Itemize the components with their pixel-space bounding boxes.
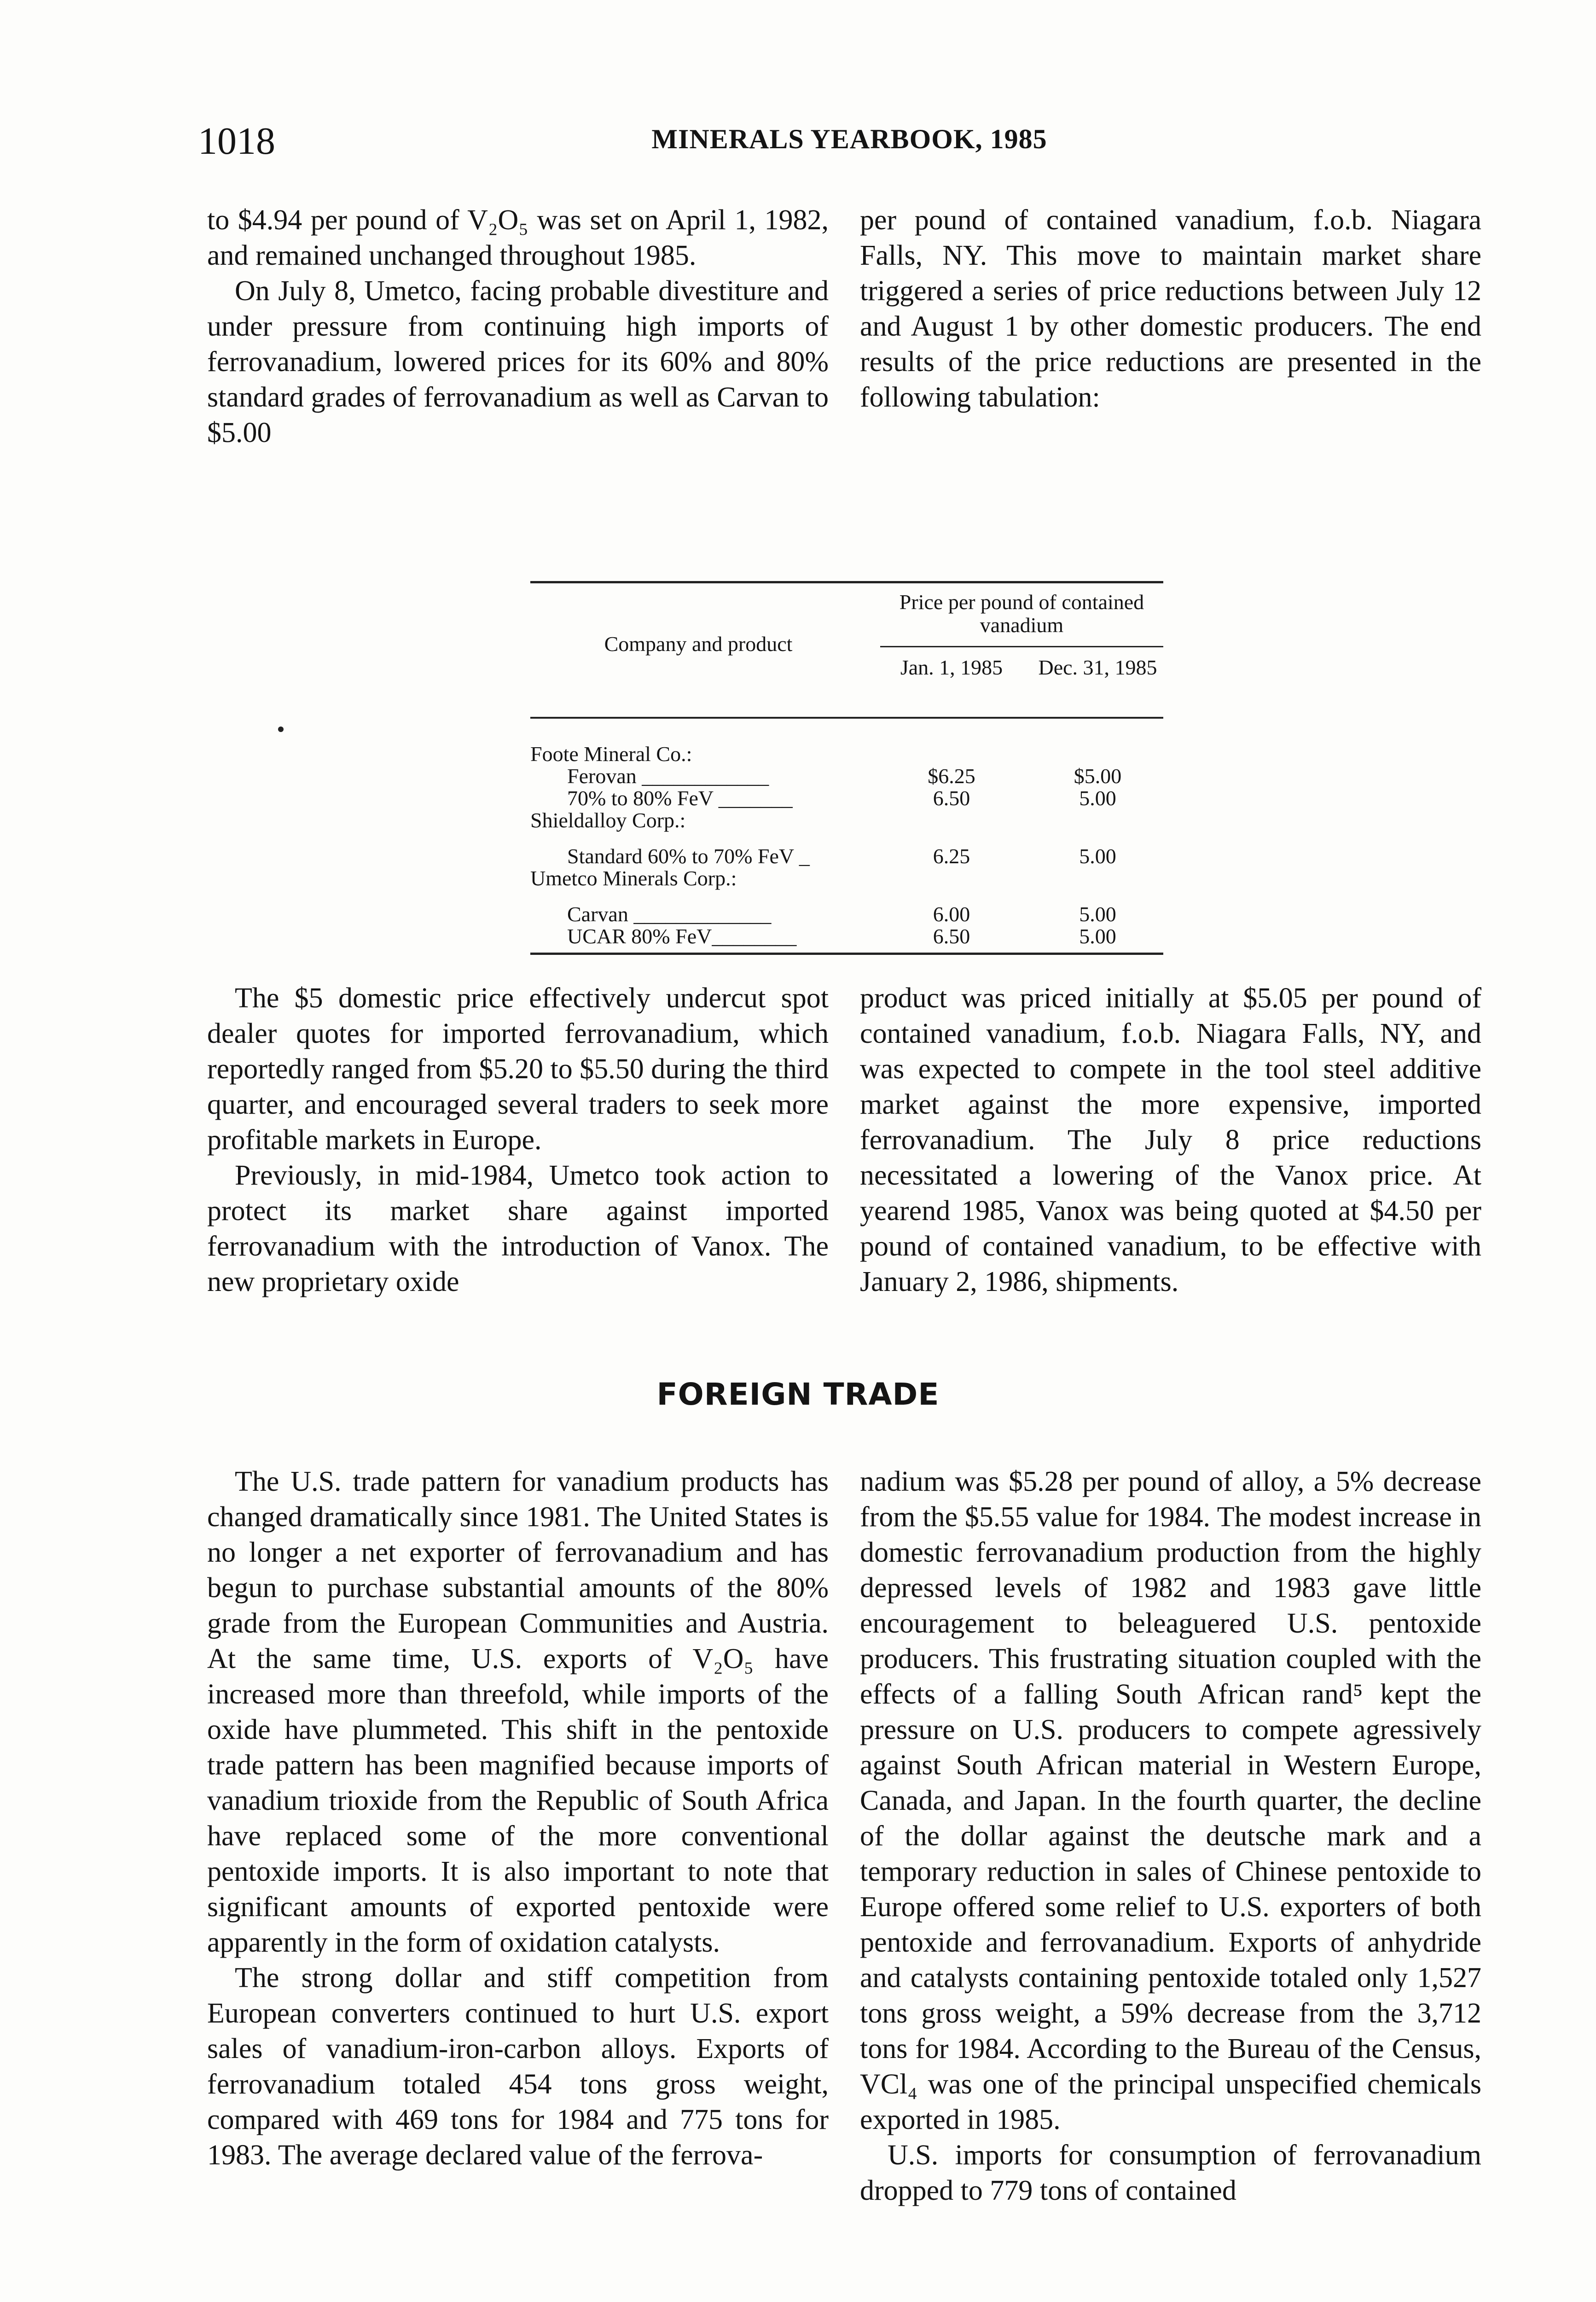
paragraph: nadium was $5.28 per pound of alloy, a 5% decrease from the $5.55 value for 1984. The modest increase in domestic ferrovanadium production from the highly depressed levels of 1982 and 1983 gave little encouragement to beleaguered U.S. pentoxide producers. This frustrating situation coupled with the effects of a falling South African rand⁵ kept the pressure on U.S. producers to compete agressively against South African material in Western Europe, Canada, and Japan. In the fourth quarter, the decline of the dollar against the deutsche mark and a temporary reduction in sales of Chinese pentoxide to Europe offered some relief to U.S. exporters of both pentoxide and ferrovanadium. Exports of anhydride and catalysts containing pentoxide totaled only 1,527 tons gross weight, a 59% decrease from the 3,712 tons for 1984. According to the Bureau of the Census, VCl₄ was one of the principal unspecified chemicals exported in 1985. — [860, 1466, 1481, 2135]
row-label: Shieldalloy Corp.: — [530, 808, 686, 832]
top-right-column — [860, 203, 1481, 415]
row-dec-value: 5.00 — [1079, 786, 1116, 810]
table-row — [530, 845, 1163, 867]
paragraph: The $5 domestic price effectively undercut spot dealer quotes for imported ferrovanadium, which reportedly ranged from $5.20 to $5.50 during the third quarter, and encouraged several traders to seek more profitable markets in Europe. — [207, 982, 829, 1156]
paragraph: Previously, in mid-1984, Umetco took action to protect its market share against imported ferrovanadium with the introduction of Vanox. The new proprietary oxide — [207, 1160, 829, 1297]
table-row — [530, 903, 1163, 925]
row-label: UCAR 80% FeV________ — [567, 924, 797, 948]
table-header — [530, 583, 1163, 719]
table-row — [530, 765, 1163, 787]
header-divider — [880, 646, 1163, 647]
col-jan-header: Jan. 1, 1985 — [900, 656, 1003, 679]
paragraph: U.S. imports for consumption of ferrovanadium dropped to 779 tons of contained — [860, 2139, 1481, 2206]
price-table — [530, 581, 1163, 955]
row-jan-value: 6.25 — [933, 844, 970, 868]
paragraph: product was priced initially at $5.05 per pound of contained vanadium, f.o.b. Niagara Falls, NY, and was expected to compete in the tool steel additive market against the more expensive, imported ferrovanadium. The July 8 price reductions necessitated a lowering of the Vanox price. At yearend 1985, Vanox was being quoted at $4.50 per pound of contained vanadium, to be effective with January 2, 1986, shipments. — [860, 982, 1481, 1297]
row-dec-value: $5.00 — [1074, 764, 1122, 788]
stray-mark — [278, 727, 284, 732]
row-label: 70% to 80% FeV _______ — [567, 786, 793, 810]
table-body — [530, 719, 1163, 947]
row-jan-value: 6.50 — [933, 786, 970, 810]
row-label: Umetco Minerals Corp.: — [530, 866, 737, 890]
row-label: Foote Mineral Co.: — [530, 742, 692, 766]
row-jan-value: 6.00 — [933, 902, 970, 926]
col-price-header: Price per pound of contained vanadium — [899, 590, 1144, 637]
table-row — [530, 867, 1163, 889]
paragraph: On July 8, Umetco, facing probable divestiture and under pressure from continuing high imports of ferrovanadium, lowered prices for its 60% and 80% standard grades of ferrovanadium as well as Carvan to $5.00 — [207, 275, 829, 448]
table-bottom-rule — [530, 953, 1163, 955]
row-dec-value: 5.00 — [1079, 924, 1116, 948]
row-dec-value: 5.00 — [1079, 902, 1116, 926]
table-row — [530, 925, 1163, 947]
page-header — [198, 119, 1501, 169]
page-number: 1018 — [198, 120, 275, 163]
row-label: Ferovan ____________ — [567, 764, 769, 788]
paragraph: per pound of contained vanadium, f.o.b. Niagara Falls, NY. This move to maintain market share triggered a series of price reductions between July 12 and August 1 by other domestic producers. The end results of the price reductions are presented in the following tabulation: — [860, 204, 1481, 413]
row-dec-value: 5.00 — [1079, 844, 1116, 868]
col-company-header: Company and product — [604, 632, 793, 656]
row-jan-value: 6.50 — [933, 924, 970, 948]
table-row — [530, 809, 1163, 831]
col-dec-header: Dec. 31, 1985 — [1038, 656, 1157, 679]
row-jan-value: $6.25 — [928, 764, 975, 788]
middle-right-column — [860, 981, 1481, 1300]
bottom-left-column — [207, 1464, 829, 2173]
bottom-right-column — [860, 1464, 1481, 2209]
row-label: Standard 60% to 70% FeV _ — [567, 844, 810, 868]
table-row — [530, 787, 1163, 809]
paragraph: to $4.94 per pound of V₂O₅ was set on April 1, 1982, and remained unchanged throughout 1985. — [207, 204, 829, 271]
top-left-column — [207, 203, 829, 451]
middle-left-column — [207, 981, 829, 1300]
section-heading: FOREIGN TRADE — [656, 1377, 940, 1412]
paragraph: The U.S. trade pattern for vanadium products has changed dramatically since 1981. The United States is no longer a net exporter of ferrovanadium and has begun to purchase substantial amounts of the 80% grade from the European Communities and Austria. At the same time, U.S. exports of V₂O₅ have increased more than threefold, while imports of the oxide have plummeted. This shift in the pentoxide trade pattern has been magnified because imports of vanadium trioxide from the Republic of South Africa have replaced some of the more conventional pentoxide imports. It is also important to note that significant amounts of exported pentoxide were apparently in the form of oxidation catalysts. — [207, 1466, 829, 1958]
running-title: MINERALS YEARBOOK, 1985 — [651, 124, 1047, 154]
paragraph: The strong dollar and stiff competition from European converters continued to hurt U.S. export sales of vanadium-iron-carbon alloys. Exports of ferrovanadium totaled 454 tons gross weight, compared with 469 tons for 1984 and 775 tons for 1983. The average declared value of the ferrova- — [207, 1962, 829, 2171]
table-row — [530, 743, 1163, 765]
row-label: Carvan _____________ — [567, 902, 772, 926]
